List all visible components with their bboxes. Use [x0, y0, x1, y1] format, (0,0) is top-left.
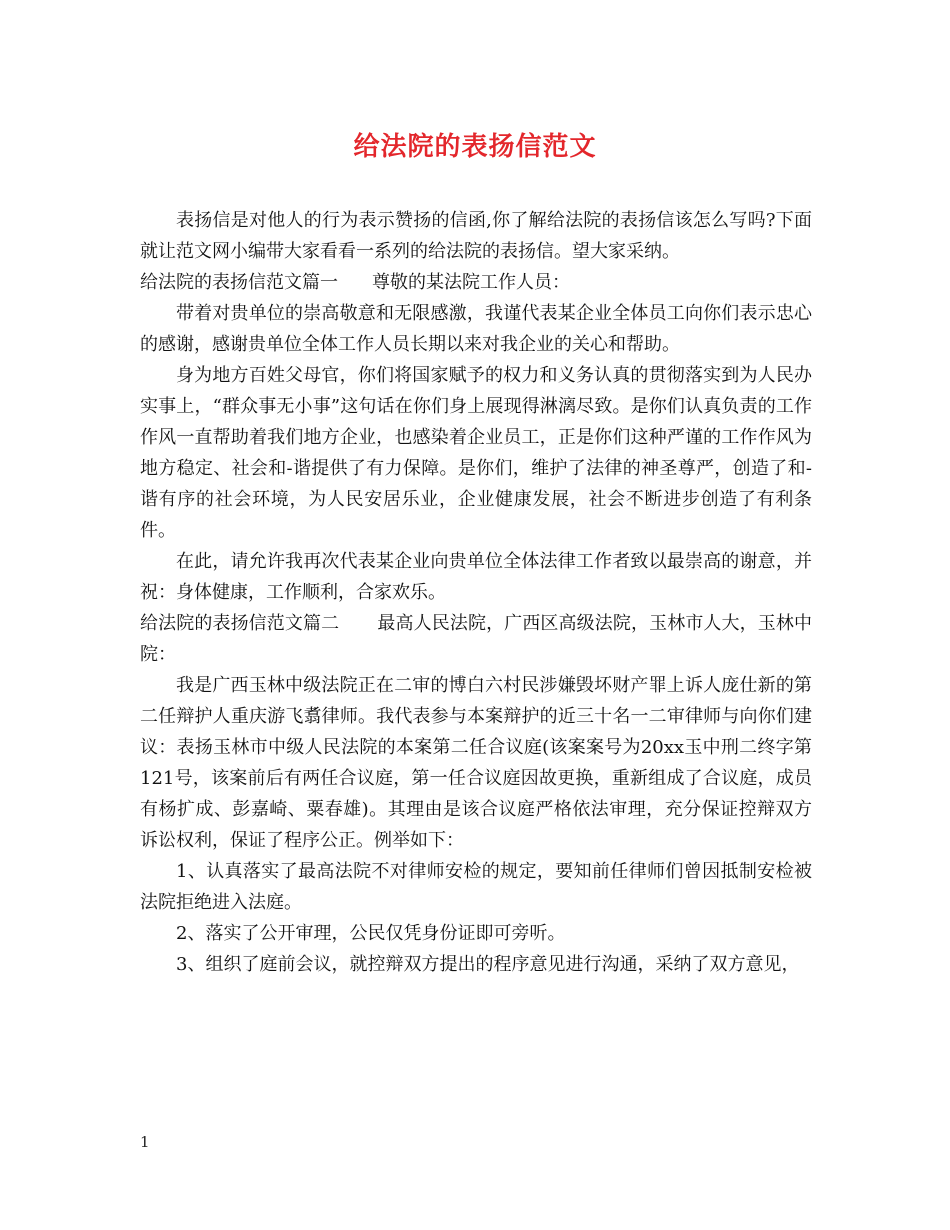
- section-2-paragraph: 我是广西玉林中级法院正在二审的博白六村民涉嫌毁坏财产罪上诉人庞仕新的第二任辩护人重庆游飞翥律师。我代表参与本案辩护的近三十名一二审律师与向你们建议：表扬玉林市中级人民法院的本案第二任合议庭(该案案号为20xx玉中刑二终字第121号，该案前后有两任合议庭，第一任合议庭因故更换，重新组成了合议庭，成员有杨扩成、彭嘉崎、粟春雄)。其理由是该合议庭严格依法审理，充分保证控辩双方诉讼权利，保证了程序公正。例举如下：: [140, 675, 812, 851]
- intro-paragraph: 表扬信是对他人的行为表示赞扬的信函,你了解给法院的表扬信该怎么写吗?下面就让范文网小编带大家看看一系列的给法院的表扬信。望大家采纳。: [140, 210, 812, 262]
- section-1-heading-line: [140, 267, 812, 298]
- section-2-salutation: 最高人民法院，广西区高级法院，玉林市人大，玉林中院：: [140, 613, 813, 665]
- section-1-heading: 给法院的表扬信范文篇一: [140, 272, 338, 293]
- section-2-list-item: 2、落实了公开审理，公民仅凭身份证即可旁听。: [176, 923, 566, 944]
- document-title: 给法院的表扬信范文: [353, 132, 597, 162]
- section-2-list-item: 1、认真落实了最高法院不对律师安检的规定，要知前任律师们曾因抵制安检被法院拒绝进入法庭。: [140, 861, 812, 913]
- section-2-heading-line: [140, 608, 812, 670]
- section-1-paragraph: 带着对贵单位的崇高敬意和无限感激，我谨代表某企业全体员工向你们表示忠心的感谢，感谢贵单位全体工作人员长期以来对我企业的关心和帮助。: [140, 303, 812, 355]
- page-number: 1: [140, 1133, 150, 1151]
- section-1-paragraph: 身为地方百姓父母官，你们将国家赋予的权力和义务认真的贯彻落实到为人民办实事上，“群众事无小事”这句话在你们身上展现得淋漓尽致。是你们认真负责的工作作风一直帮助着我们地方企业，也感染着企业员工，正是你们这种严谨的工作作风为地方稳定、社会和-谐提供了有力保障。是你们，维护了法律的神圣尊严，创造了和-谐有序的社会环境，为人民安居乐业，企业健康发展，社会不断进步创造了有利条件。: [140, 365, 812, 541]
- section-2-heading: 给法院的表扬信范文篇二: [140, 613, 340, 634]
- document-body: [140, 205, 812, 980]
- section-1-salutation: 尊敬的某法院工作人员：: [372, 272, 570, 293]
- section-2-list-item: 3、组织了庭前会议，就控辩双方提出的程序意见进行沟通，采纳了双方意见，: [176, 954, 800, 975]
- section-1-paragraph: 在此，请允许我再次代表某企业向贵单位全体法律工作者致以最崇高的谢意，并祝：身体健康，工作顺利，合家欢乐。: [140, 551, 812, 603]
